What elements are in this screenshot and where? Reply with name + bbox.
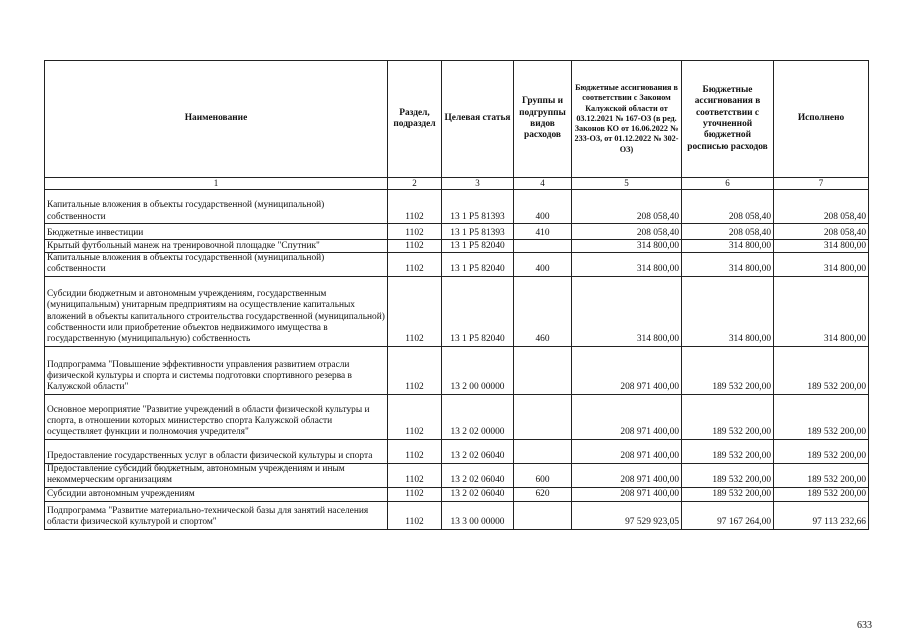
row-group: 400 xyxy=(514,253,572,277)
row-plan-allocation: 189 532 200,00 xyxy=(682,463,774,487)
header-name: Наименование xyxy=(45,61,388,178)
row-article: 13 1 Р5 82040 xyxy=(442,253,514,277)
column-number: 7 xyxy=(774,178,869,190)
table-row xyxy=(45,276,869,346)
row-name: Подпрограмма "Развитие материально-технической базы для занятий населения области физической культурой и спортом" xyxy=(45,501,388,529)
row-executed: 189 532 200,00 xyxy=(774,346,869,394)
row-group xyxy=(514,240,572,253)
row-executed: 189 532 200,00 xyxy=(774,394,869,439)
row-group: 620 xyxy=(514,487,572,501)
row-group xyxy=(514,439,572,463)
table-row xyxy=(45,346,869,394)
row-article: 13 1 Р5 81393 xyxy=(442,224,514,240)
table-row xyxy=(45,463,869,487)
row-group: 410 xyxy=(514,224,572,240)
row-section: 1102 xyxy=(388,439,442,463)
row-law-allocation: 97 529 923,05 xyxy=(572,501,682,529)
table-row xyxy=(45,224,869,240)
row-law-allocation: 314 800,00 xyxy=(572,240,682,253)
row-section: 1102 xyxy=(388,253,442,277)
row-law-allocation: 208 971 400,00 xyxy=(572,439,682,463)
row-group xyxy=(514,501,572,529)
row-executed: 97 113 232,66 xyxy=(774,501,869,529)
row-section: 1102 xyxy=(388,190,442,224)
row-plan-allocation: 189 532 200,00 xyxy=(682,346,774,394)
row-name: Капитальные вложения в объекты государственной (муниципальной) собственности xyxy=(45,190,388,224)
row-executed: 208 058,40 xyxy=(774,224,869,240)
table-row xyxy=(45,394,869,439)
row-article: 13 3 00 00000 xyxy=(442,501,514,529)
row-executed: 314 800,00 xyxy=(774,240,869,253)
row-article: 13 2 02 06040 xyxy=(442,463,514,487)
row-name: Бюджетные инвестиции xyxy=(45,224,388,240)
row-law-allocation: 208 058,40 xyxy=(572,190,682,224)
page-number: 633 xyxy=(857,620,872,631)
header-row xyxy=(45,61,869,178)
row-group xyxy=(514,394,572,439)
table-row xyxy=(45,439,869,463)
row-article: 13 1 Р5 82040 xyxy=(442,240,514,253)
header-group: Группы и подгруппы видов расходов xyxy=(514,61,572,178)
row-section: 1102 xyxy=(388,240,442,253)
header-plan-allocation: Бюджетные ассигнования в соответствии с уточненной бюджетной росписью расходов xyxy=(682,61,774,178)
row-plan-allocation: 208 058,40 xyxy=(682,190,774,224)
table-row xyxy=(45,253,869,277)
row-plan-allocation: 189 532 200,00 xyxy=(682,394,774,439)
table-row xyxy=(45,190,869,224)
row-law-allocation: 208 971 400,00 xyxy=(572,463,682,487)
row-article: 13 2 02 00000 xyxy=(442,394,514,439)
row-law-allocation: 208 058,40 xyxy=(572,224,682,240)
row-name: Предоставление субсидий бюджетным, автономным учреждениям и иным некоммерческим организациям xyxy=(45,463,388,487)
row-executed: 314 800,00 xyxy=(774,253,869,277)
row-article: 13 2 02 06040 xyxy=(442,439,514,463)
row-section: 1102 xyxy=(388,346,442,394)
header-article: Целевая статья xyxy=(442,61,514,178)
column-number: 2 xyxy=(388,178,442,190)
row-article: 13 1 Р5 81393 xyxy=(442,190,514,224)
row-plan-allocation: 189 532 200,00 xyxy=(682,439,774,463)
row-plan-allocation: 314 800,00 xyxy=(682,240,774,253)
row-section: 1102 xyxy=(388,463,442,487)
row-section: 1102 xyxy=(388,487,442,501)
header-section: Раздел, подраздел xyxy=(388,61,442,178)
column-number: 1 xyxy=(45,178,388,190)
row-executed: 314 800,00 xyxy=(774,276,869,346)
row-law-allocation: 314 800,00 xyxy=(572,276,682,346)
row-article: 13 1 Р5 82040 xyxy=(442,276,514,346)
row-name: Капитальные вложения в объекты государственной (муниципальной) собственности xyxy=(45,253,388,277)
row-section: 1102 xyxy=(388,224,442,240)
row-executed: 189 532 200,00 xyxy=(774,487,869,501)
row-executed: 189 532 200,00 xyxy=(774,463,869,487)
row-name: Основное мероприятие "Развитие учреждений в области физической культуры и спорта, в отношении которых министерство спорта Калужской области осуществляет функции и полномочия учредителя" xyxy=(45,394,388,439)
column-number: 3 xyxy=(442,178,514,190)
row-plan-allocation: 189 532 200,00 xyxy=(682,487,774,501)
row-name: Субсидии бюджетным и автономным учреждениям, государственным (муниципальным) унитарным предприятиям на осуществление капитальных вложений в объекты капитального строительства государственной (муниципальной) собственности или приобретение объектов недвижимого имущества в государственную (муниципальную) собственность xyxy=(45,276,388,346)
row-group: 460 xyxy=(514,276,572,346)
row-law-allocation: 208 971 400,00 xyxy=(572,346,682,394)
row-plan-allocation: 314 800,00 xyxy=(682,276,774,346)
row-section: 1102 xyxy=(388,394,442,439)
row-executed: 208 058,40 xyxy=(774,190,869,224)
row-law-allocation: 208 971 400,00 xyxy=(572,394,682,439)
row-name: Предоставление государственных услуг в области физической культуры и спорта xyxy=(45,439,388,463)
header-law-allocation: Бюджетные ассигнования в соответствии с Законом Калужской области от 03.12.2021 № 167-ОЗ (в ред. Законов КО от 16.06.2022 № 233-ОЗ, от 01.12.2022 № 302-ОЗ) xyxy=(572,61,682,178)
column-number: 6 xyxy=(682,178,774,190)
row-section: 1102 xyxy=(388,276,442,346)
row-plan-allocation: 208 058,40 xyxy=(682,224,774,240)
table-row xyxy=(45,487,869,501)
row-article: 13 2 02 06040 xyxy=(442,487,514,501)
row-group: 600 xyxy=(514,463,572,487)
row-name: Подпрограмма "Повышение эффективности управления развитием отрасли физической культуры и спорта и системы подготовки спортивного резерва в Калужской области" xyxy=(45,346,388,394)
budget-table xyxy=(44,60,869,530)
row-plan-allocation: 314 800,00 xyxy=(682,253,774,277)
row-name: Крытый футбольный манеж на тренировочной площадке "Спутник" xyxy=(45,240,388,253)
column-number-row xyxy=(45,178,869,190)
row-plan-allocation: 97 167 264,00 xyxy=(682,501,774,529)
table-row xyxy=(45,501,869,529)
row-article: 13 2 00 00000 xyxy=(442,346,514,394)
row-group xyxy=(514,346,572,394)
header-executed: Исполнено xyxy=(774,61,869,178)
row-name: Субсидии автономным учреждениям xyxy=(45,487,388,501)
table-row xyxy=(45,240,869,253)
column-number: 4 xyxy=(514,178,572,190)
row-law-allocation: 314 800,00 xyxy=(572,253,682,277)
row-group: 400 xyxy=(514,190,572,224)
row-executed: 189 532 200,00 xyxy=(774,439,869,463)
row-law-allocation: 208 971 400,00 xyxy=(572,487,682,501)
row-section: 1102 xyxy=(388,501,442,529)
column-number: 5 xyxy=(572,178,682,190)
